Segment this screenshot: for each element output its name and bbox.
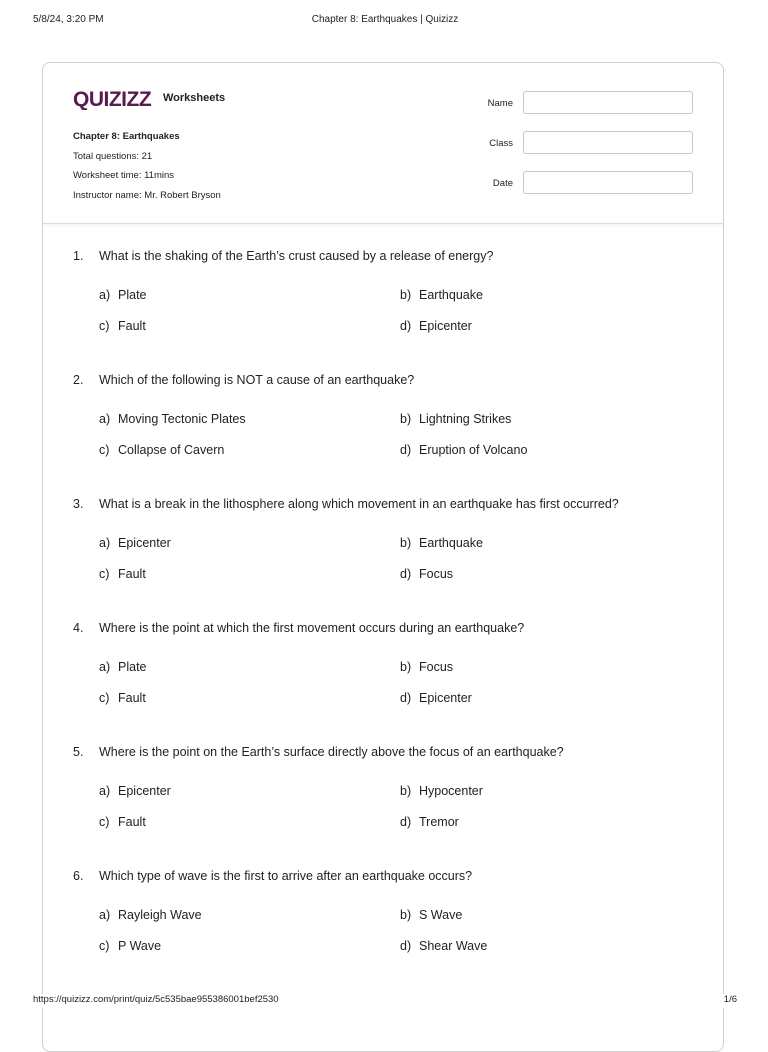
option-text: Earthquake <box>419 288 483 302</box>
question-6 <box>43 867 723 991</box>
question-list <box>43 247 723 991</box>
option-text: Fault <box>118 691 146 705</box>
option-text: Tremor <box>419 815 459 829</box>
question-prompt: Where is the point on the Earth’s surface directly above the focus of an earthquake? <box>99 745 564 759</box>
question-prompt: What is the shaking of the Earth’s crust caused by a release of energy? <box>99 249 494 263</box>
option-a <box>99 784 171 798</box>
question-number: 5. <box>73 745 84 759</box>
option-b <box>400 660 453 674</box>
option-letter: c) <box>99 691 110 705</box>
option-letter: d) <box>400 319 412 333</box>
question-number: 1. <box>73 249 84 263</box>
option-letter: c) <box>99 319 110 333</box>
student-fields <box>483 91 693 211</box>
option-d <box>400 815 459 829</box>
option-a <box>99 288 147 302</box>
option-b <box>400 784 483 798</box>
option-letter: b) <box>400 908 412 922</box>
option-a <box>99 536 171 550</box>
option-letter: a) <box>99 660 111 674</box>
option-text: Eruption of Volcano <box>419 443 528 457</box>
question-2 <box>43 371 723 495</box>
worksheet-meta <box>73 127 221 205</box>
question-text <box>73 745 564 759</box>
option-c <box>99 443 224 457</box>
print-title: Chapter 8: Earthquakes | Quizizz <box>311 14 459 25</box>
option-text: Hypocenter <box>419 784 483 798</box>
option-d <box>400 567 453 581</box>
option-text: Shear Wave <box>419 939 488 953</box>
question-prompt: Where is the point at which the first movement occurs during an earthquake? <box>99 621 525 635</box>
option-letter: a) <box>99 908 111 922</box>
option-letter: a) <box>99 412 111 426</box>
option-text: Earthquake <box>419 536 483 550</box>
question-number: 3. <box>73 497 84 511</box>
quizizz-logo <box>73 85 225 111</box>
option-c <box>99 815 146 829</box>
option-c <box>99 691 146 705</box>
option-letter: d) <box>400 939 412 953</box>
option-text: Fault <box>118 319 146 333</box>
chapter-title: Chapter 8: Earthquakes <box>73 131 180 142</box>
option-letter: c) <box>99 939 110 953</box>
option-letter: a) <box>99 784 111 798</box>
print-footer <box>33 994 737 1008</box>
question-text <box>73 249 493 263</box>
option-text: Collapse of Cavern <box>118 443 225 457</box>
quizizz-wordmark-icon <box>73 86 157 110</box>
option-letter: d) <box>400 691 412 705</box>
option-text: Focus <box>419 660 454 674</box>
option-letter: b) <box>400 288 412 302</box>
worksheet-time: Worksheet time: 11mins <box>73 170 175 181</box>
option-text: Moving Tectonic Plates <box>118 412 246 426</box>
option-text: Epicenter <box>419 691 472 705</box>
date-row <box>483 171 693 211</box>
question-number: 4. <box>73 621 84 635</box>
option-text: Fault <box>118 815 146 829</box>
print-header <box>33 14 737 30</box>
print-date: 5/8/24, 3:20 PM <box>33 14 104 25</box>
date-label: Date <box>492 178 513 189</box>
option-letter: b) <box>400 660 412 674</box>
worksheet-card <box>42 62 724 1052</box>
question-4 <box>43 619 723 743</box>
option-letter: b) <box>400 784 412 798</box>
option-text: Fault <box>118 567 146 581</box>
question-number: 6. <box>73 869 84 883</box>
option-b <box>400 288 483 302</box>
option-a <box>99 660 147 674</box>
option-text: Plate <box>118 288 147 302</box>
name-label: Name <box>487 98 513 109</box>
option-text: Focus <box>419 567 454 581</box>
class-field[interactable] <box>523 131 693 154</box>
option-text: P Wave <box>118 939 162 953</box>
question-text <box>73 621 524 635</box>
option-text: Plate <box>118 660 147 674</box>
name-row <box>483 91 693 131</box>
question-prompt: Which type of wave is the first to arrive after an earthquake occurs? <box>99 869 473 883</box>
question-text <box>73 497 619 511</box>
option-d <box>400 691 472 705</box>
option-b <box>400 412 511 426</box>
option-letter: c) <box>99 443 110 457</box>
option-b <box>400 908 462 922</box>
option-letter: a) <box>99 288 111 302</box>
option-letter: c) <box>99 815 110 829</box>
option-text: Epicenter <box>419 319 472 333</box>
option-c <box>99 319 146 333</box>
total-questions: Total questions: 21 <box>73 150 153 162</box>
option-text: S Wave <box>419 908 463 922</box>
date-field[interactable] <box>523 171 693 194</box>
option-a <box>99 412 246 426</box>
option-text: Lightning Strikes <box>419 412 512 426</box>
option-text: Epicenter <box>118 536 171 550</box>
class-label: Class <box>489 138 513 149</box>
question-text <box>73 373 414 387</box>
instructor-name: Instructor name: Mr. Robert Bryson <box>73 189 221 201</box>
question-prompt: Which of the following is NOT a cause of an earthquake? <box>99 373 415 387</box>
option-text: Epicenter <box>118 784 171 798</box>
option-a <box>99 908 202 922</box>
class-row <box>483 131 693 171</box>
question-prompt: What is a break in the lithosphere along which movement in an earthquake has first occurred? <box>99 497 619 511</box>
option-d <box>400 939 487 953</box>
option-c <box>99 567 146 581</box>
option-d <box>400 443 527 457</box>
question-1 <box>43 247 723 371</box>
option-b <box>400 536 483 550</box>
option-letter: b) <box>400 412 412 426</box>
logo-text: QUIZIZZ <box>73 88 152 110</box>
option-letter: d) <box>400 567 412 581</box>
question-text <box>73 869 472 883</box>
option-letter: b) <box>400 536 412 550</box>
worksheet-header <box>43 63 723 224</box>
option-letter: d) <box>400 815 412 829</box>
option-d <box>400 319 472 333</box>
option-letter: c) <box>99 567 110 581</box>
question-5 <box>43 743 723 867</box>
option-c <box>99 939 161 953</box>
question-number: 2. <box>73 373 84 387</box>
name-field[interactable] <box>523 91 693 114</box>
page-number: 1/6 <box>723 994 737 1005</box>
option-text: Rayleigh Wave <box>118 908 202 922</box>
print-url: https://quizizz.com/print/quiz/5c535bae955386001bef2530 <box>33 994 279 1005</box>
logo-worksheets-label: Worksheets <box>163 92 226 104</box>
question-3 <box>43 495 723 619</box>
option-letter: d) <box>400 443 412 457</box>
option-letter: a) <box>99 536 111 550</box>
